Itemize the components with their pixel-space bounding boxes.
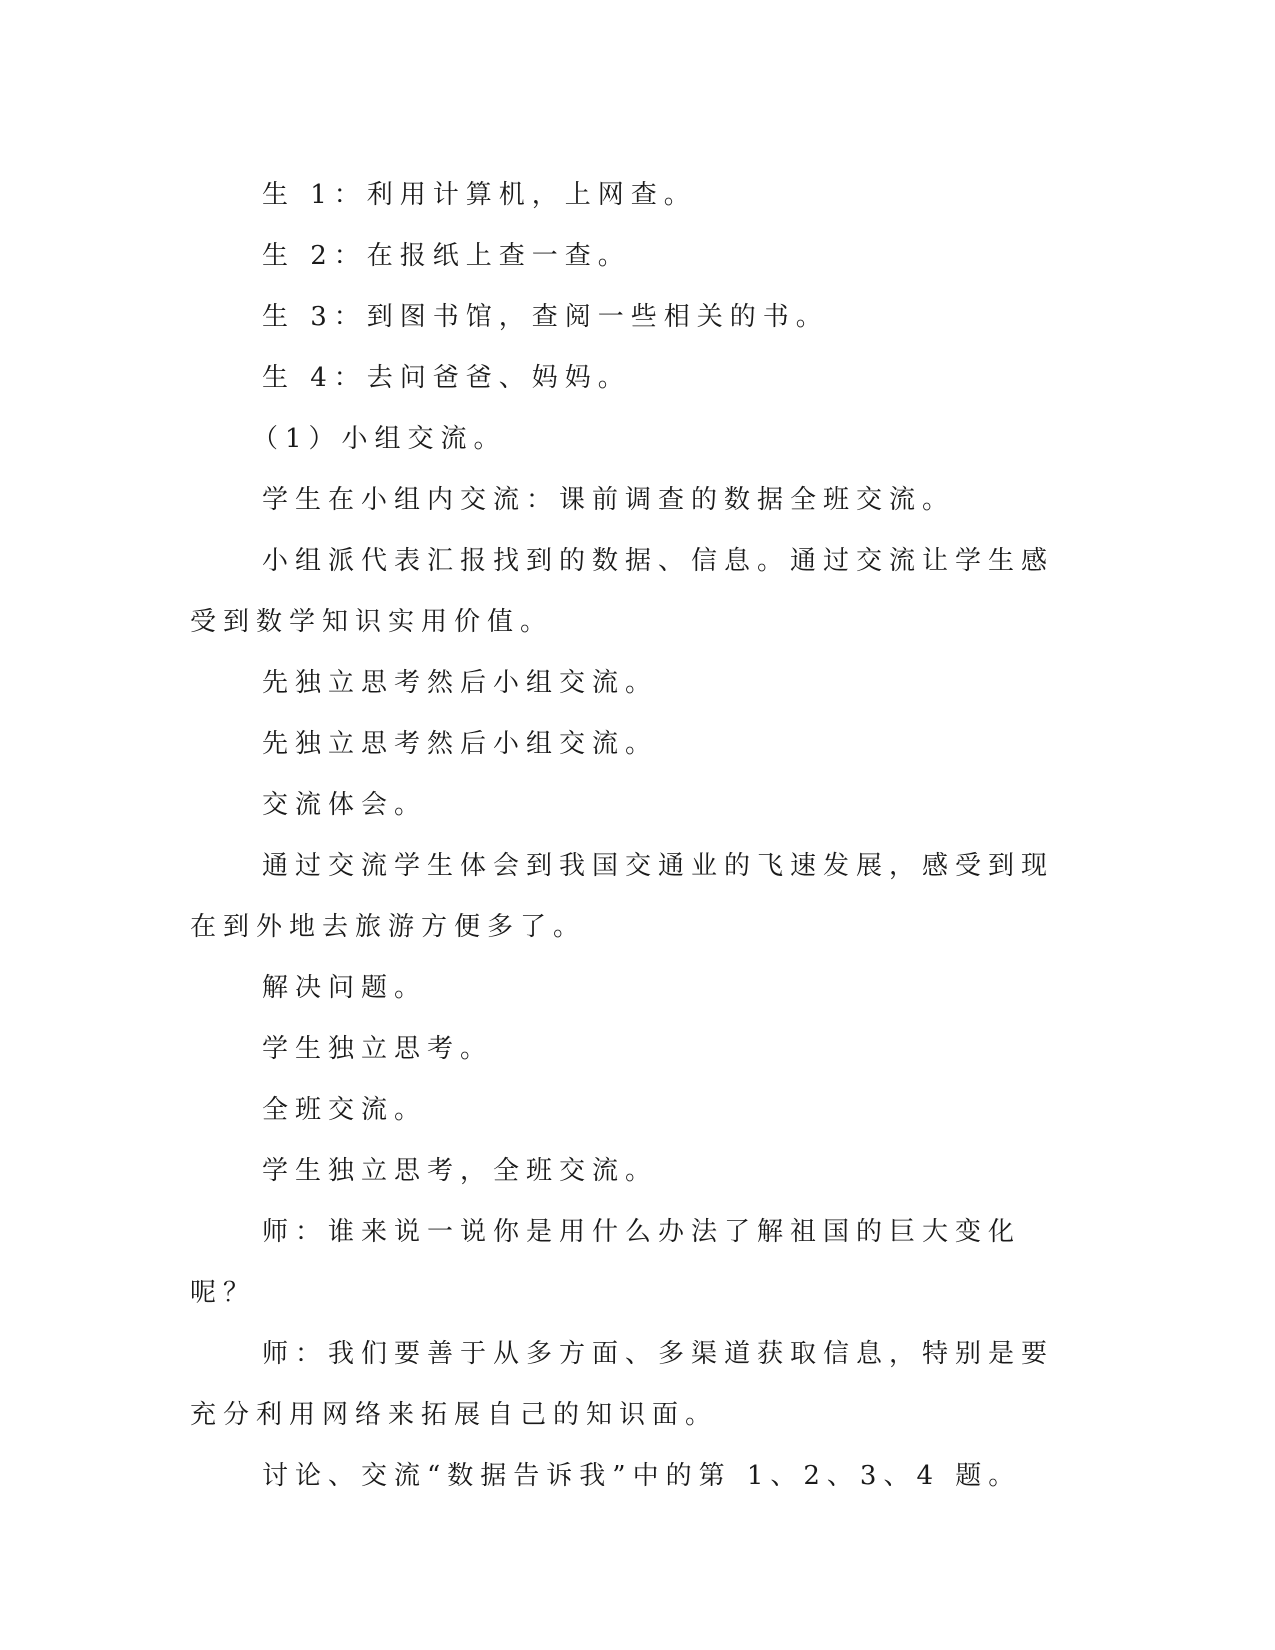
paragraph-solve-problem: 解决问题。 bbox=[262, 973, 428, 1003]
paragraph-share-feelings: 交流体会。 bbox=[262, 790, 428, 820]
paragraph-independent-thinking: 学生独立思考。 bbox=[262, 1034, 494, 1064]
paragraph-think-first-2: 先独立思考然后小组交流。 bbox=[262, 729, 659, 759]
paragraph-think-first-1: 先独立思考然后小组交流。 bbox=[262, 668, 659, 698]
paragraph-think-and-exchange: 学生独立思考，全班交流。 bbox=[262, 1156, 659, 1186]
paragraph-in-group: 学生在小组内交流：课前调查的数据全班交流。 bbox=[262, 485, 956, 515]
paragraph-teacher-advice: 师：我们要善于从多方面、多渠道获取信息，特别是要充分利用网络来拓展自己的知识面。 bbox=[190, 1339, 1055, 1430]
paragraph-student-3: 生 3：到图书馆，查阅一些相关的书。 bbox=[262, 302, 829, 332]
paragraph-group-exchange: （1）小组交流。 bbox=[252, 424, 507, 454]
paragraph-class-exchange: 全班交流。 bbox=[262, 1095, 428, 1125]
paragraph-discussion: 讨论、交流“数据告诉我”中的第 1、2、3、4 题。 bbox=[262, 1461, 1022, 1491]
paragraph-student-2: 生 2：在报纸上查一查。 bbox=[262, 241, 631, 271]
paragraph-transport: 通过交流学生体会到我国交通业的飞速发展，感受到现在到外地去旅游方便多了。 bbox=[190, 851, 1055, 942]
paragraph-teacher-question: 师：谁来说一说你是用什么办法了解祖国的巨大变化呢？ bbox=[190, 1217, 1022, 1308]
paragraph-group-report: 小组派代表汇报找到的数据、信息。通过交流让学生感受到数学知识实用价值。 bbox=[190, 546, 1055, 637]
paragraph-student-4: 生 4：去问爸爸、妈妈。 bbox=[262, 363, 631, 393]
document-body bbox=[190, 165, 1080, 1507]
paragraph-student-1: 生 1：利用计算机，上网查。 bbox=[262, 180, 697, 210]
